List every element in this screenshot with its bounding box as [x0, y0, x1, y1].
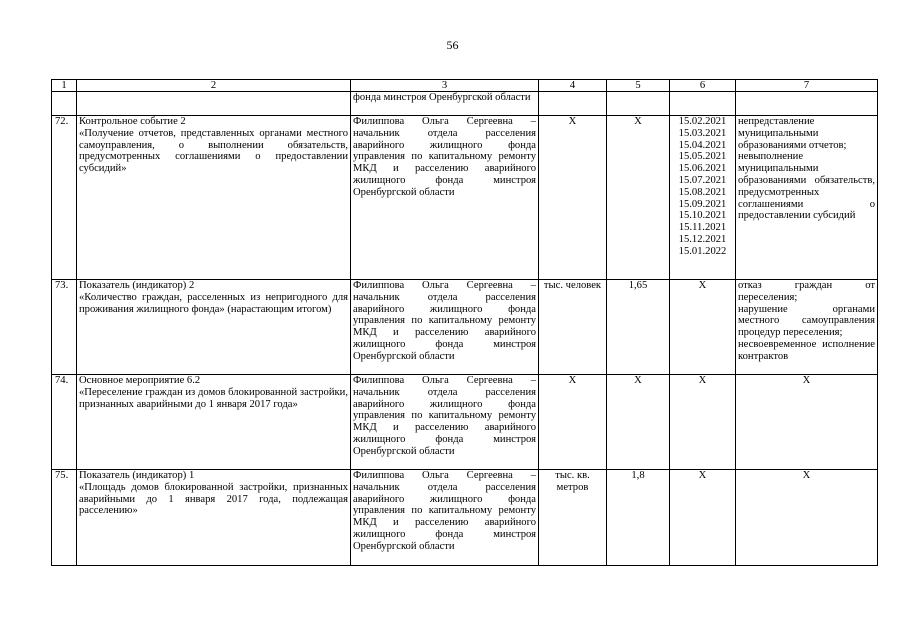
column-number-row	[52, 80, 878, 92]
risks-cell: Х	[736, 375, 878, 470]
measure-description: «Получение отчетов, представленных органами местного самоуправления, о выполнении обязательств, предусмотренных соглашениями о предоставлении субсидий»	[79, 127, 348, 175]
unit-cell: Х	[539, 375, 607, 470]
measure-cell	[77, 116, 351, 280]
column-number: 7	[736, 80, 878, 92]
measure-title: Контрольное событие 2	[79, 116, 186, 127]
control-date: 15.06.2021	[678, 163, 727, 175]
unit-cell	[539, 92, 607, 116]
monitoring-table	[51, 79, 878, 566]
table-row	[52, 280, 878, 375]
control-date: 15.10.2021	[678, 210, 727, 222]
period-cell	[670, 92, 736, 116]
control-date: 15.04.2021	[678, 139, 727, 151]
table-row	[52, 116, 878, 280]
responsible-cell: Филиппова Ольга Сергеевна – начальник отдела расселения аварийного жилищного фонда управления по капитальному ремонту МКД и расселению аварийного жилищного фонда минстроя Оренбургской области	[351, 470, 539, 566]
risks-cell: Х	[736, 470, 878, 566]
unit-cell: Х	[539, 116, 607, 280]
column-number: 2	[77, 80, 351, 92]
value-cell: Х	[607, 116, 670, 280]
measure-description: «Площадь домов блокированной застройки, признанных аварийными до 1 января 2017 года, подлежащая расселению»	[79, 481, 348, 517]
column-number: 4	[539, 80, 607, 92]
control-date: 15.12.2021	[678, 233, 727, 245]
responsible-cell: Филиппова Ольга Сергеевна – начальник отдела расселения аварийного жилищного фонда управления по капитальному ремонту МКД и расселению аварийного жилищного фонда минстроя Оренбургской области	[351, 280, 539, 375]
value-cell: Х	[607, 375, 670, 470]
row-number-cell	[52, 92, 77, 116]
table-row	[52, 375, 878, 470]
control-date: 15.03.2021	[678, 127, 727, 139]
control-date: 15.09.2021	[678, 198, 727, 210]
continuation-row	[52, 92, 878, 116]
measure-title: Показатель (индикатор) 2	[79, 280, 195, 291]
control-date: 15.02.2021	[678, 116, 727, 127]
value-cell: 1,65	[607, 280, 670, 375]
row-number: 74.	[52, 375, 77, 470]
responsible-cell: фонда минстроя Оренбургской области	[351, 92, 539, 116]
measure-cell	[77, 92, 351, 116]
measure-cell	[77, 280, 351, 375]
column-number: 1	[52, 80, 77, 92]
measure-description: «Количество граждан, расселенных из непригодного для проживания жилищного фонда» (нарастающим итогом)	[79, 291, 348, 315]
responsible-cell: Филиппова Ольга Сергеевна – начальник отдела расселения аварийного жилищного фонда управления по капитальному ремонту МКД и расселению аварийного жилищного фонда минстроя Оренбургской области	[351, 116, 539, 280]
control-date: 15.11.2021	[678, 222, 727, 234]
measure-title: Показатель (индикатор) 1	[79, 470, 195, 481]
control-date: 15.07.2021	[678, 174, 727, 186]
table-row	[52, 470, 878, 566]
unit-cell: тыс. человек	[539, 280, 607, 375]
dates-cell	[670, 116, 736, 280]
column-number: 5	[607, 80, 670, 92]
measure-description: «Переселение граждан из домов блокированной застройки, признанных аварийными до 1 января 2017 года»	[79, 386, 348, 410]
control-date: 15.05.2021	[678, 151, 727, 163]
row-number: 73.	[52, 280, 77, 375]
unit-cell: тыс. кв. метров	[539, 470, 607, 566]
control-date: 15.01.2022	[678, 245, 727, 257]
control-date: 15.08.2021	[678, 186, 727, 198]
row-number: 72.	[52, 116, 77, 280]
risks-cell: отказ граждан от переселения; нарушение органами местного самоуправления процедур переселения; несвоевременное исполнение контрактов	[736, 280, 878, 375]
column-number: 3	[351, 80, 539, 92]
risks-cell	[736, 92, 878, 116]
row-number: 75.	[52, 470, 77, 566]
period-cell: Х	[670, 470, 736, 566]
value-cell: 1,8	[607, 470, 670, 566]
risks-cell: непредставление муниципальными образованиями отчетов; невыполнение муниципальными образованиями обязательств, предусмотренных соглашениями о предоставлении субсидий	[736, 116, 878, 280]
measure-cell	[77, 470, 351, 566]
period-cell: Х	[670, 280, 736, 375]
measure-title: Основное мероприятие 6.2	[79, 375, 201, 386]
column-number: 6	[670, 80, 736, 92]
page-number: 56	[446, 38, 459, 52]
period-cell: Х	[670, 375, 736, 470]
measure-cell	[77, 375, 351, 470]
responsible-cell: Филиппова Ольга Сергеевна – начальник отдела расселения аварийного жилищного фонда управления по капитальному ремонту МКД и расселению аварийного жилищного фонда минстроя Оренбургской области	[351, 375, 539, 470]
value-cell	[607, 92, 670, 116]
